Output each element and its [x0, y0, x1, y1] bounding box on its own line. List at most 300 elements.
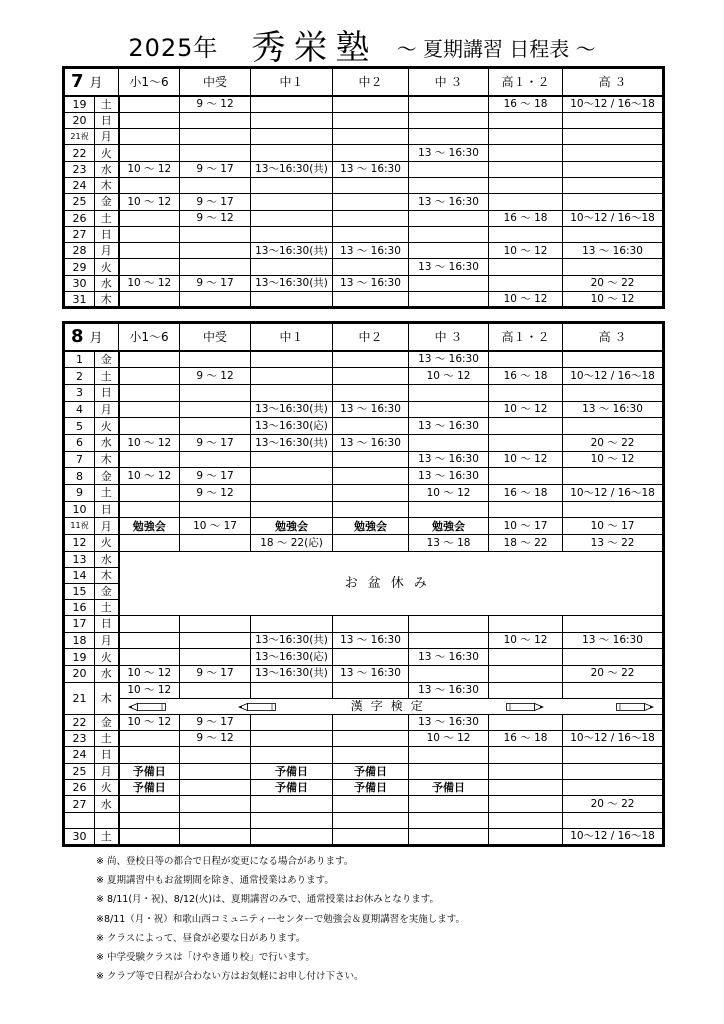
session-cell [251, 226, 333, 242]
date-cell: 4 [64, 401, 95, 418]
column-header: 小1～6 [119, 323, 180, 352]
column-header: 中受 [180, 68, 251, 97]
pencil-icon [506, 702, 544, 712]
july-schedule-table [62, 66, 665, 309]
session-cell [180, 177, 251, 193]
weekday-cell: 月 [95, 129, 119, 145]
weekday-cell: 土 [95, 485, 119, 502]
date-cell [64, 812, 95, 828]
session-cell [180, 112, 251, 128]
session-cell [333, 682, 409, 698]
weekday-cell: 火 [95, 649, 119, 666]
session-cell: 18 ～ 22 [489, 535, 563, 552]
session-cell: 13 ～ 16:30 [409, 145, 489, 161]
date-cell: 31 [64, 292, 95, 308]
session-cell: 勉強会 [251, 518, 333, 535]
schedule-row [64, 518, 664, 535]
weekday-cell: 月 [95, 401, 119, 418]
session-cell [119, 129, 180, 145]
schedule-row [64, 96, 664, 112]
session-cell: 9 ～ 12 [180, 368, 251, 385]
session-cell [119, 292, 180, 308]
date-cell: 24 [64, 747, 95, 763]
session-cell: 勉強会 [409, 518, 489, 535]
schedule-row [64, 177, 664, 193]
session-cell: 16 ～ 18 [489, 485, 563, 502]
session-cell [333, 259, 409, 275]
session-cell [563, 616, 664, 633]
session-cell [251, 829, 333, 845]
schedule-row [64, 535, 664, 552]
session-cell [119, 535, 180, 552]
session-cell [180, 292, 251, 308]
session-cell [563, 177, 664, 193]
session-cell: 勉強会 [119, 518, 180, 535]
session-cell: 10 ～ 12 [409, 485, 489, 502]
month-suffix: 月 [89, 331, 103, 346]
session-cell [409, 292, 489, 308]
session-cell [251, 112, 333, 128]
session-cell [489, 714, 563, 730]
session-cell [119, 112, 180, 128]
session-cell [333, 468, 409, 485]
weekday-cell: 土 [95, 600, 119, 616]
session-cell [489, 112, 563, 128]
session-cell: 勉強会 [333, 518, 409, 535]
schedule-row [64, 829, 664, 845]
session-cell [180, 418, 251, 435]
column-header: 高 ３ [563, 68, 664, 97]
session-cell: 10 ～ 12 [119, 682, 180, 698]
note-item: ※ クラスによって、昼食が必要な日があります。 [96, 932, 306, 944]
session-cell [409, 401, 489, 418]
session-cell [333, 112, 409, 128]
session-cell: 13 ～ 22 [563, 535, 664, 552]
session-cell [489, 161, 563, 177]
session-cell [409, 501, 489, 518]
session-cell: 9 ～ 17 [180, 665, 251, 682]
note-item: ※ 尚、登校日等の都合で日程が変更になる場合があります。 [96, 856, 354, 867]
session-cell [119, 351, 180, 368]
session-cell [119, 384, 180, 401]
session-cell: 10～12 / 16～18 [563, 210, 664, 226]
schedule-row [64, 243, 664, 259]
schedule-row [64, 368, 664, 385]
weekday-cell: 金 [95, 468, 119, 485]
session-cell [489, 501, 563, 518]
session-cell [251, 129, 333, 145]
session-cell [119, 485, 180, 502]
date-cell: 5 [64, 418, 95, 435]
session-cell [333, 649, 409, 666]
date-cell: 20 [64, 112, 95, 128]
date-cell: 6 [64, 434, 95, 451]
session-cell [563, 384, 664, 401]
date-cell: 21祝 [64, 129, 95, 145]
schedule-row [64, 145, 664, 161]
session-cell [333, 226, 409, 242]
session-cell: 13～16:30(応) [251, 418, 333, 435]
weekday-cell: 金 [95, 351, 119, 368]
session-cell: 16 ～ 18 [489, 96, 563, 112]
note-item: ※ 8/11(月・祝)、8/12(火)は、夏期講習のみで、通常授業はお休みとなります。 [96, 894, 440, 906]
page-title [0, 20, 724, 69]
weekday-cell: 日 [95, 501, 119, 518]
title-subtitle: ～ 夏期講習 日程表 ～ [396, 37, 596, 61]
session-cell [119, 812, 180, 828]
session-cell [333, 451, 409, 468]
session-cell: 10 ～ 17 [180, 518, 251, 535]
weekday-cell: 月 [95, 632, 119, 649]
session-cell: 9 ～ 12 [180, 210, 251, 226]
session-cell: 予備日 [251, 763, 333, 779]
session-cell: 13 ～ 16:30 [409, 468, 489, 485]
session-cell [563, 129, 664, 145]
session-cell: 10 ～ 17 [489, 518, 563, 535]
schedule-row [64, 451, 664, 468]
session-cell [333, 535, 409, 552]
session-cell [489, 682, 563, 698]
column-header: 高１・２ [489, 68, 563, 97]
weekday-cell: 火 [95, 418, 119, 435]
session-cell: 13 ～ 16:30 [409, 259, 489, 275]
session-cell [333, 485, 409, 502]
session-cell: 10 ～ 12 [563, 292, 664, 308]
session-cell [251, 812, 333, 828]
session-cell: 13 ～ 16:30 [409, 418, 489, 435]
date-cell: 26 [64, 210, 95, 226]
session-cell: 13 ～ 16:30 [409, 351, 489, 368]
session-cell [563, 780, 664, 796]
session-cell: 予備日 [409, 780, 489, 796]
schedule-row [64, 129, 664, 145]
session-cell [119, 418, 180, 435]
session-cell [251, 384, 333, 401]
weekday-cell: 日 [95, 112, 119, 128]
date-cell: 27 [64, 796, 95, 812]
session-cell [563, 161, 664, 177]
session-cell: 13～16:30(共) [251, 275, 333, 291]
session-cell: 13～16:30(共) [251, 401, 333, 418]
schedule-row [64, 161, 664, 177]
weekday-cell: 火 [95, 259, 119, 275]
schedule-row [64, 434, 664, 451]
session-cell [251, 210, 333, 226]
session-cell [563, 682, 664, 698]
session-cell [333, 368, 409, 385]
session-cell: 20 ～ 22 [563, 275, 664, 291]
session-cell [409, 812, 489, 828]
column-header: 中２ [333, 323, 409, 352]
note-item: ※ 夏期講習中もお盆期間を除き、通常授業はあります。 [96, 875, 334, 887]
session-cell [251, 96, 333, 112]
month-header-row [64, 323, 664, 352]
schedule-row [64, 275, 664, 291]
session-cell: 16 ～ 18 [489, 730, 563, 746]
session-cell [489, 275, 563, 291]
session-cell: 13～16:30(共) [251, 665, 333, 682]
session-cell: 13 ～ 16:30 [563, 632, 664, 649]
session-cell [489, 796, 563, 812]
session-cell [409, 226, 489, 242]
session-cell [409, 129, 489, 145]
session-cell: 20 ～ 22 [563, 665, 664, 682]
session-cell [409, 112, 489, 128]
session-cell [180, 243, 251, 259]
date-cell: 29 [64, 259, 95, 275]
schedule-row [64, 501, 664, 518]
session-cell: 13 ～ 16:30 [333, 434, 409, 451]
session-cell [409, 632, 489, 649]
schedule-row [64, 682, 664, 698]
session-cell: 9 ～ 12 [180, 485, 251, 502]
session-cell: 13 ～ 16:30 [333, 401, 409, 418]
weekday-cell: 日 [95, 226, 119, 242]
session-cell [333, 829, 409, 845]
session-cell: 予備日 [333, 780, 409, 796]
date-cell: 20 [64, 665, 95, 682]
date-cell: 2 [64, 368, 95, 385]
session-cell: 20 ～ 22 [563, 796, 664, 812]
session-cell [251, 485, 333, 502]
session-cell [119, 243, 180, 259]
session-cell [180, 384, 251, 401]
session-cell [333, 129, 409, 145]
session-cell [409, 796, 489, 812]
session-cell [489, 434, 563, 451]
session-cell [563, 468, 664, 485]
date-cell: 19 [64, 649, 95, 666]
schedule-row [64, 632, 664, 649]
schedule-row [64, 292, 664, 308]
session-cell: 10 ～ 12 [119, 714, 180, 730]
session-cell [119, 730, 180, 746]
session-cell: 18 ～ 22(応) [251, 535, 333, 552]
date-cell: 25 [64, 194, 95, 210]
date-cell: 22 [64, 714, 95, 730]
session-cell [489, 145, 563, 161]
session-cell: 13 ～ 16:30 [333, 665, 409, 682]
session-cell [251, 616, 333, 633]
session-cell [563, 145, 664, 161]
note-item: ※ クラブ等で日程が合わない方はお気軽にお申し付け下さい。 [96, 971, 364, 983]
session-cell [180, 747, 251, 763]
session-cell [489, 829, 563, 845]
session-cell: 10～12 / 16～18 [563, 96, 664, 112]
schedule-row [64, 616, 664, 633]
session-cell [251, 682, 333, 698]
schedule-row [64, 665, 664, 682]
session-cell [563, 194, 664, 210]
session-cell [119, 259, 180, 275]
schedule-row [64, 468, 664, 485]
date-cell: 9 [64, 485, 95, 502]
session-cell [180, 145, 251, 161]
session-cell: 10 ～ 12 [119, 161, 180, 177]
pencil-icon [128, 702, 166, 712]
session-cell: 9 ～ 17 [180, 468, 251, 485]
session-cell [563, 259, 664, 275]
schedule-row [64, 780, 664, 796]
session-cell [333, 351, 409, 368]
column-header: 中受 [180, 323, 251, 352]
month-suffix: 月 [89, 76, 103, 91]
session-cell [180, 535, 251, 552]
weekday-cell: 土 [95, 730, 119, 746]
schedule-row [64, 796, 664, 812]
month-label [64, 323, 119, 352]
session-cell [119, 401, 180, 418]
weekday-cell: 土 [95, 210, 119, 226]
schedule-row [64, 730, 664, 746]
session-cell [251, 292, 333, 308]
weekday-cell: 金 [95, 194, 119, 210]
session-cell [409, 384, 489, 401]
date-cell: 10 [64, 501, 95, 518]
session-cell: 9 ～ 17 [180, 194, 251, 210]
weekday-cell: 土 [95, 829, 119, 845]
session-cell [489, 129, 563, 145]
schedule-row [64, 812, 664, 828]
session-cell [180, 649, 251, 666]
session-cell [119, 96, 180, 112]
kanji-test-row [64, 698, 664, 714]
date-cell: 30 [64, 275, 95, 291]
session-cell: 13 ～ 16:30 [333, 161, 409, 177]
date-cell: 11祝 [64, 518, 95, 535]
session-cell: 13 ～ 16:30 [409, 714, 489, 730]
weekday-cell: 水 [95, 551, 119, 567]
session-cell [119, 616, 180, 633]
date-cell: 13 [64, 551, 95, 567]
session-cell [333, 145, 409, 161]
pencil-icon [238, 702, 276, 712]
session-cell [409, 210, 489, 226]
weekday-cell: 日 [95, 384, 119, 401]
session-cell [489, 226, 563, 242]
session-cell: 13～16:30(共) [251, 632, 333, 649]
session-cell: 10～12 / 16～18 [563, 829, 664, 845]
pencil-icon [616, 702, 654, 712]
session-cell [251, 145, 333, 161]
session-cell: 9 ～ 17 [180, 275, 251, 291]
session-cell [119, 747, 180, 763]
session-cell [563, 351, 664, 368]
session-cell: 9 ～ 12 [180, 96, 251, 112]
session-cell [489, 780, 563, 796]
session-cell [180, 401, 251, 418]
schedule-row [64, 210, 664, 226]
session-cell [251, 714, 333, 730]
session-cell [563, 649, 664, 666]
month-label [64, 68, 119, 97]
session-cell: 13 ～ 16:30 [563, 243, 664, 259]
date-cell: 24 [64, 177, 95, 193]
weekday-cell: 月 [95, 243, 119, 259]
session-cell [489, 747, 563, 763]
session-cell: 13 ～ 16:30 [409, 649, 489, 666]
session-cell [119, 451, 180, 468]
session-cell [180, 501, 251, 518]
session-cell: 13 ～ 16:30 [409, 682, 489, 698]
session-cell [489, 177, 563, 193]
session-cell [333, 730, 409, 746]
session-cell [489, 665, 563, 682]
weekday-cell: 木 [95, 177, 119, 193]
session-cell [333, 616, 409, 633]
weekday-cell: 木 [95, 682, 119, 714]
date-cell: 3 [64, 384, 95, 401]
weekday-cell: 月 [95, 763, 119, 779]
schedule-row [64, 384, 664, 401]
session-cell: 9 ～ 17 [180, 161, 251, 177]
session-cell [333, 501, 409, 518]
session-cell [180, 632, 251, 649]
school-name: 秀栄塾 [251, 28, 378, 68]
session-cell [489, 812, 563, 828]
weekday-cell [95, 812, 119, 828]
weekday-cell: 火 [95, 535, 119, 552]
column-header: 中１ [251, 68, 333, 97]
session-cell: 10 ～ 12 [489, 451, 563, 468]
session-cell [251, 501, 333, 518]
session-cell: 16 ～ 18 [489, 368, 563, 385]
date-cell: 14 [64, 567, 95, 583]
schedule-row [64, 649, 664, 666]
session-cell: 13～16:30(応) [251, 649, 333, 666]
date-cell: 16 [64, 600, 95, 616]
session-cell [409, 747, 489, 763]
session-cell [563, 112, 664, 128]
date-cell: 19 [64, 96, 95, 112]
session-cell: 13～16:30(共) [251, 243, 333, 259]
date-cell: 22 [64, 145, 95, 161]
weekday-cell: 月 [95, 518, 119, 535]
schedule-row [64, 112, 664, 128]
session-cell: 13～16:30(共) [251, 434, 333, 451]
session-cell [180, 351, 251, 368]
kanji-test-cell [119, 698, 664, 714]
session-cell [409, 275, 489, 291]
weekday-cell: 金 [95, 714, 119, 730]
session-cell: 10 ～ 12 [489, 401, 563, 418]
title-year: 2025年 [128, 34, 219, 62]
session-cell [180, 129, 251, 145]
session-cell: 13 ～ 16:30 [409, 451, 489, 468]
session-cell: 10 ～ 12 [409, 730, 489, 746]
date-cell: 25 [64, 763, 95, 779]
session-cell [180, 682, 251, 698]
session-cell [180, 259, 251, 275]
session-cell: 10～12 / 16～18 [563, 485, 664, 502]
date-cell: 18 [64, 632, 95, 649]
session-cell [180, 226, 251, 242]
schedule-row [64, 259, 664, 275]
column-header: 中 ３ [409, 68, 489, 97]
session-cell: 10 ～ 12 [563, 451, 664, 468]
obon-holiday-label: お盆休み [119, 551, 664, 615]
date-cell: 28 [64, 243, 95, 259]
schedule-row [64, 747, 664, 763]
session-cell [489, 384, 563, 401]
session-cell [409, 829, 489, 845]
session-cell [563, 747, 664, 763]
session-cell [563, 763, 664, 779]
session-cell [119, 796, 180, 812]
schedule-row [64, 401, 664, 418]
session-cell: 16 ～ 18 [489, 210, 563, 226]
note-item: ※ 中学受験クラスは「けやき通り校」で行います。 [96, 951, 315, 963]
